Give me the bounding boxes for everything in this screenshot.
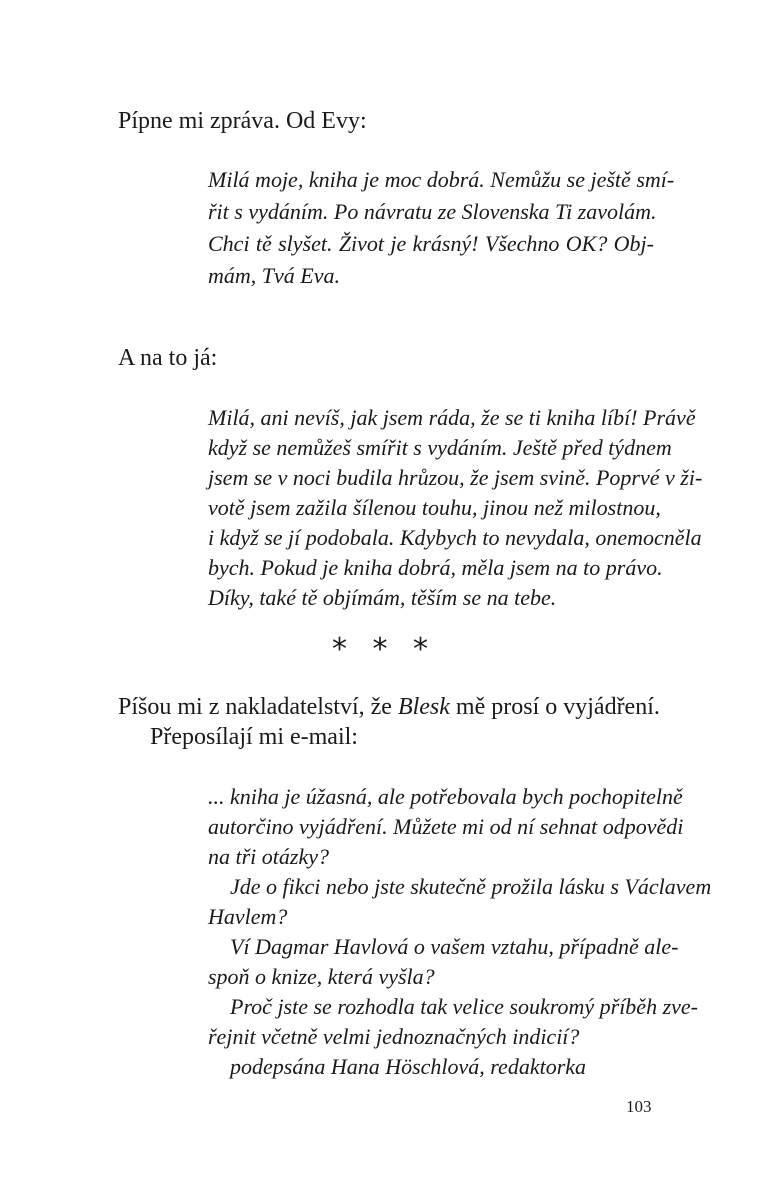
page-number: 103 xyxy=(626,1097,652,1116)
reply-intro-line: A na to já: xyxy=(118,345,218,371)
intro-line: Pípne mi zpráva. Od Evy: xyxy=(118,108,367,134)
reply-message-line: když se nemůžeš smířit s vydáním. Ještě před týdnem xyxy=(208,435,672,460)
eva-message-line: mám, Tvá Eva. xyxy=(208,263,340,288)
eva-message-line: řit s vydáním. Po návratu ze Slovenska Ti zavolám. xyxy=(208,199,657,224)
reply-message-line: Díky, také tě objímám, těším se na tebe. xyxy=(208,585,557,610)
email-message-line: řejnit včetně velmi jednoznačných indicií? xyxy=(208,1024,580,1049)
publisher-line-before: Píšou mi z nakladatelství, že xyxy=(118,694,398,720)
email-message-line: ... kniha je úžasná, ale potřebovala bych pochopitelně xyxy=(208,784,683,809)
email-message-line: Proč jste se rozhodla tak velice soukromý příběh zve- xyxy=(230,994,698,1019)
email-message-line: spoň o knize, která vyšla? xyxy=(208,964,435,989)
publisher-line xyxy=(118,694,660,721)
email-message-line: Ví Dagmar Havlová o vašem vztahu, případně ale- xyxy=(230,934,679,959)
email-message-line: autorčino vyjádření. Můžete mi od ní sehnat odpovědi xyxy=(208,814,684,839)
email-message-line: Jde o fikci nebo jste skutečně prožila lásku s Václavem xyxy=(230,874,712,899)
eva-message-line: Milá moje, kniha je moc dobrá. Nemůžu se ještě smí- xyxy=(208,167,675,192)
reply-message-line: votě jsem zažila šílenou touhu, jinou než milostnou, xyxy=(208,495,661,520)
reply-message-line: Milá, ani nevíš, jak jsem ráda, že se ti kniha líbí! Právě xyxy=(208,405,696,430)
reply-message-line: bych. Pokud je kniha dobrá, měla jsem na to právo. xyxy=(208,555,663,580)
section-separator: * * * xyxy=(331,632,437,667)
eva-message-line: Chci tě slyšet. Život je krásný! Všechno OK? Obj- xyxy=(208,231,654,256)
email-message-line: podepsána Hana Höschlová, redaktorka xyxy=(230,1054,587,1079)
reply-message-line: i když se jí podobala. Kdybych to nevydala, onemocněla xyxy=(208,525,702,550)
publisher-line-emphasis: Blesk xyxy=(397,694,450,720)
email-message-line: na tři otázky? xyxy=(208,844,329,869)
publisher-line-after: mě prosí o vyjádření. xyxy=(449,694,660,720)
reply-message-line: jsem se v noci budila hrůzou, že jsem svině. Poprvé v ži- xyxy=(208,465,703,490)
forward-line: Přeposílají mi e-mail: xyxy=(150,724,358,750)
email-message-line: Havlem? xyxy=(208,904,288,929)
